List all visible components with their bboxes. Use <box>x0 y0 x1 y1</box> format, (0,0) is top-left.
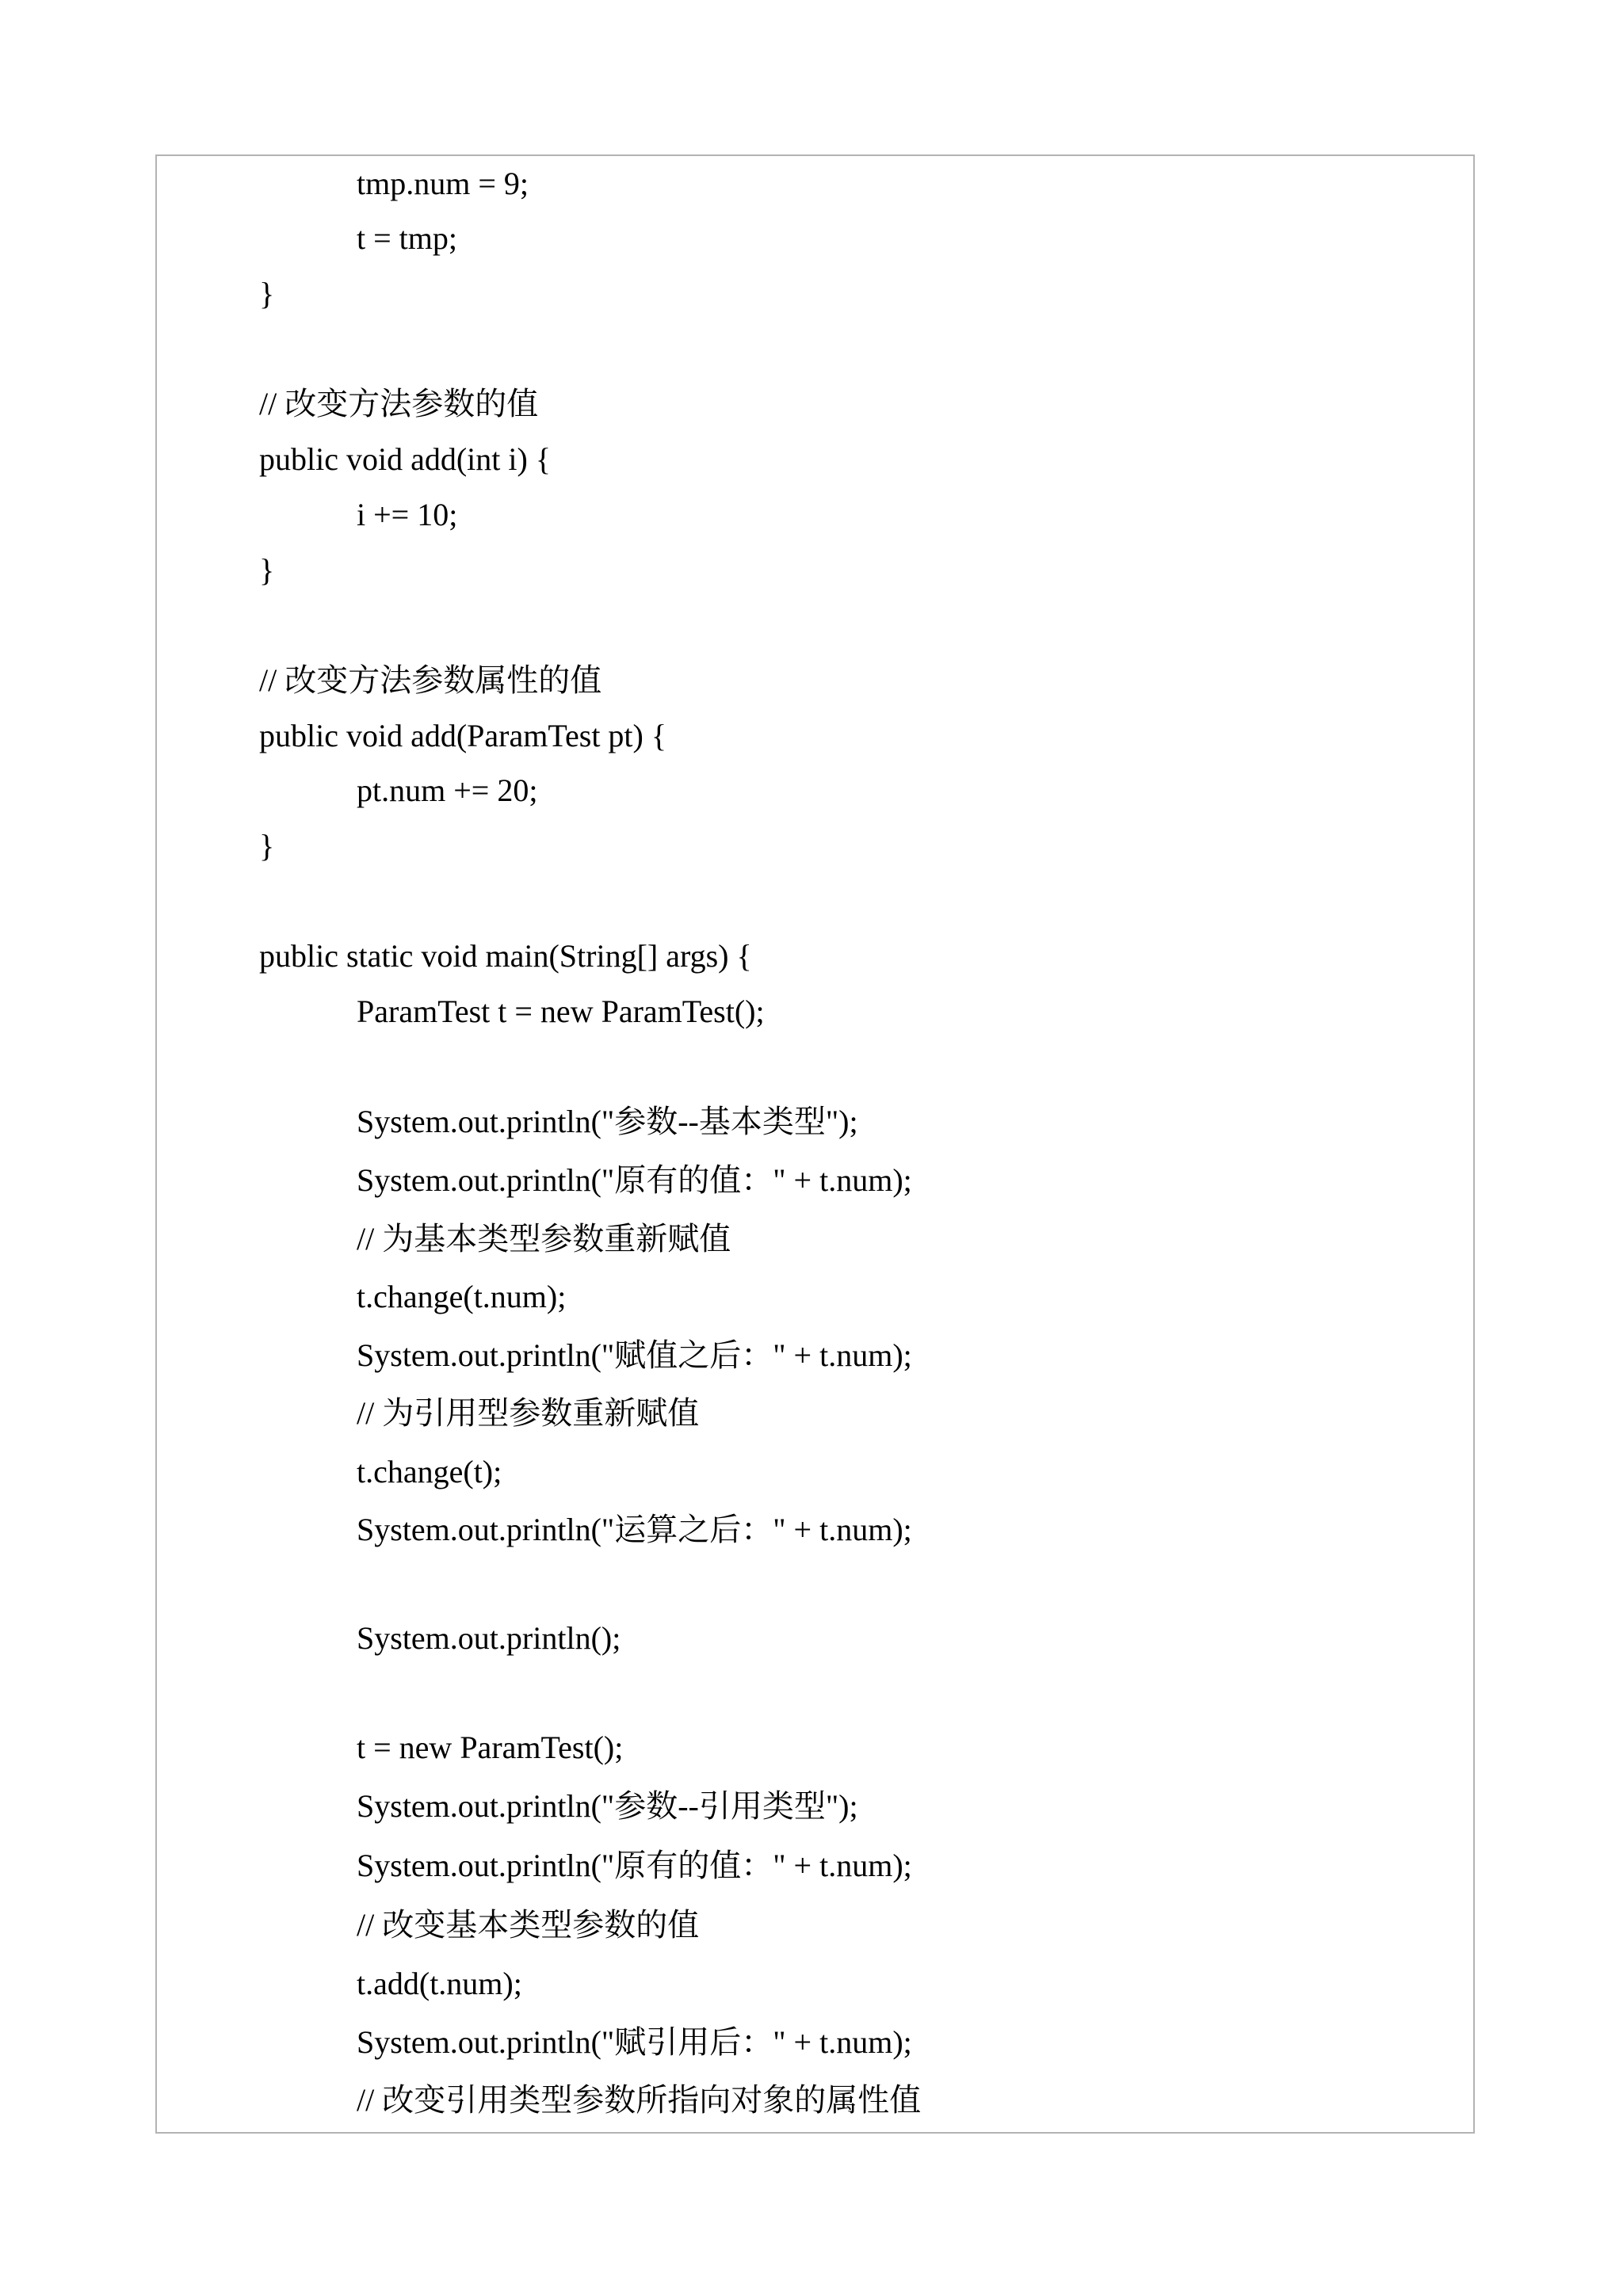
code-line: System.out.println("运算之后：" + t.num); <box>357 1512 912 1547</box>
code-line: t.add(t.num); <box>357 1966 522 2001</box>
code-line: t = tmp; <box>357 220 458 256</box>
code-comment: // 为引用型参数重新赋值 <box>357 1395 700 1431</box>
code-line: public void add(int i) { <box>259 441 552 477</box>
code-line: System.out.println("赋引用后：" + t.num); <box>357 2024 912 2060</box>
code-line: } <box>259 276 275 311</box>
code-comment: // 改变基本类型参数的值 <box>357 1907 700 1943</box>
code-line: t.change(t); <box>357 1454 502 1489</box>
code-line: System.out.println("原有的值：" + t.num); <box>357 1848 912 1883</box>
code-line: System.out.println(); <box>357 1620 621 1656</box>
code-comment: // 改变方法参数属性的值 <box>259 662 602 698</box>
code-comment: // 为基本类型参数重新赋值 <box>357 1221 731 1257</box>
code-line: System.out.println("参数--引用类型"); <box>357 1788 858 1824</box>
code-comment: // 改变引用类型参数所指向对象的属性值 <box>357 2082 922 2118</box>
code-line: System.out.println("原有的值：" + t.num); <box>357 1162 912 1198</box>
code-line: t.change(t.num); <box>357 1279 567 1314</box>
code-line: ParamTest t = new ParamTest(); <box>357 994 765 1029</box>
code-line: public static void main(String[] args) { <box>259 938 752 974</box>
code-line: public void add(ParamTest pt) { <box>259 718 667 753</box>
code-line: t = new ParamTest(); <box>357 1730 624 1765</box>
code-line: i += 10; <box>357 497 458 532</box>
code-comment: // 改变方法参数的值 <box>259 386 539 421</box>
code-line: System.out.println("赋值之后：" + t.num); <box>357 1337 912 1373</box>
code-line: pt.num += 20; <box>357 772 538 808</box>
code-line: tmp.num = 9; <box>357 166 529 201</box>
code-line: } <box>259 828 275 864</box>
code-line: } <box>259 552 275 588</box>
code-line: System.out.println("参数--基本类型"); <box>357 1104 858 1139</box>
